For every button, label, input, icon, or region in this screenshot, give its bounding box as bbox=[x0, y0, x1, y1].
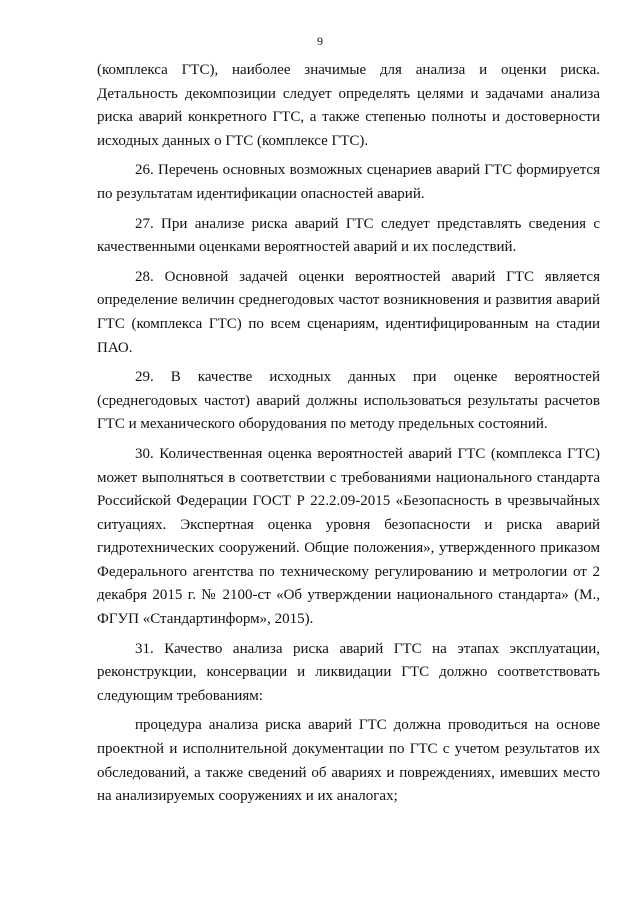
paragraph-28: 28. Основной задачей оценки вероятностей аварий ГТС является определение величин среднегодовых частот возникновения и развития аварий ГТС (комплекса ГТС) по всем сценариям, идентифицированным на стадии ПАО. bbox=[97, 268, 600, 356]
paragraph-31-item: процедура анализа риска аварий ГТС должна проводиться на основе проектной и исполнительной документации по ГТС с учетом результатов их обследований, а также сведений об авариях и повреждениях, имевших место на анализируемых сооружениях и их аналогах; bbox=[97, 717, 600, 805]
paragraph-27: 27. При анализе риска аварий ГТС следует представлять сведения с качественными оценками вероятностей аварий и их последствий. bbox=[97, 215, 600, 256]
document-body bbox=[97, 59, 600, 813]
page-number: 9 bbox=[317, 34, 323, 48]
paragraph-29: 29. В качестве исходных данных при оценке вероятностей (среднегодовых частот) аварий должны использоваться результаты расчетов ГТС и механического оборудования по методу предельных состояний. bbox=[97, 369, 600, 433]
paragraph-continuation: (комплекса ГТС), наиболее значимые для анализа и оценки риска. Детальность декомпозиции следует определять целями и задачами анализа риска аварий конкретного ГТС, а также степенью полноты и достоверности исходных данных о ГТС (комплексе ГТС). bbox=[97, 62, 600, 149]
paragraph-30: 30. Количественная оценка вероятностей аварий ГТС (комплекса ГТС) может выполняться в соответствии с требованиями национального стандарта Российской Федерации ГОСТ Р 22.2.09-2015 «Безопасность в чрезвычайных ситуациях. Экспертная оценка уровня безопасности и риска аварий гидротехнических сооружений. Общие положения», утвержденного приказом Федерального агентства по техническому регулированию и метрологии от 2 декабря 2015 г. № 2100-ст «Об утверждении национального стандарта» (М., ФГУП «Стандартинформ», 2015). bbox=[97, 445, 600, 628]
paragraph-31: 31. Качество анализа риска аварий ГТС на этапах эксплуатации, реконструкции, консервации и ликвидации ГТС должно соответствовать следующим требованиям: bbox=[97, 640, 600, 704]
paragraph-26: 26. Перечень основных возможных сценариев аварий ГТС формируется по результатам идентификации опасностей аварий. bbox=[97, 162, 600, 202]
